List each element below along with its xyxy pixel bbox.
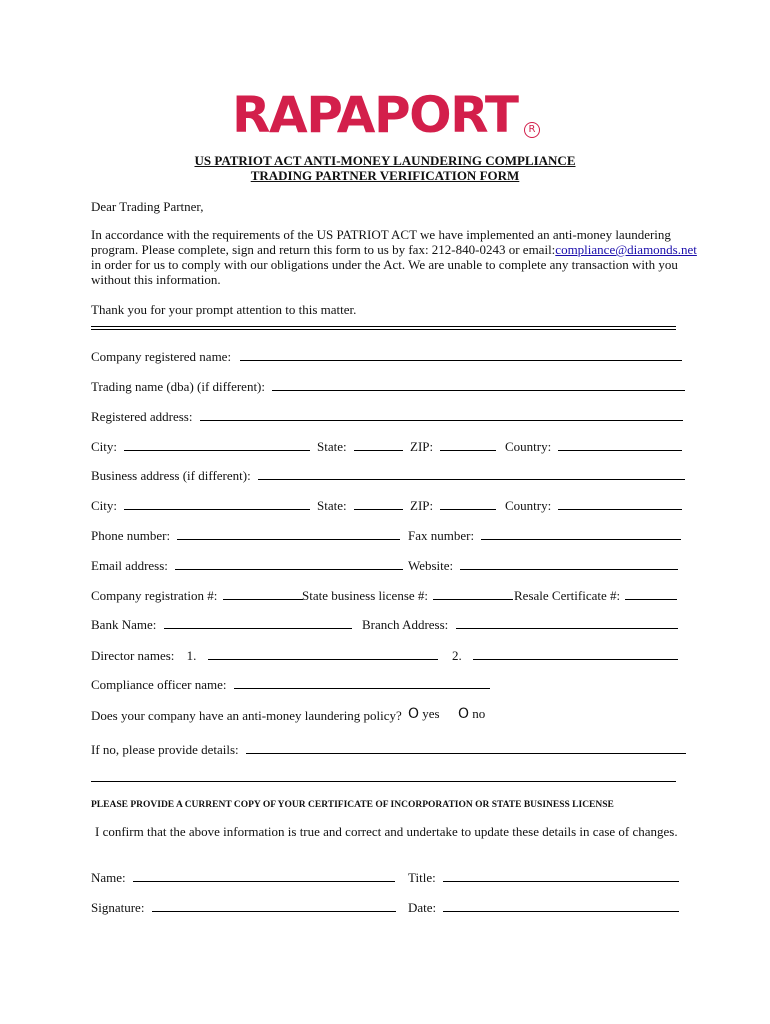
no-radio-icon[interactable]: O bbox=[458, 706, 470, 722]
director-names-label: Director names: bbox=[91, 648, 175, 663]
fax-field[interactable] bbox=[481, 527, 681, 540]
company-registration-field[interactable] bbox=[223, 587, 303, 600]
website-field[interactable] bbox=[460, 557, 678, 570]
intro-line3: in order for us to comply with our obligations under the Act. We are unable to complete any transaction with you bbox=[91, 257, 678, 272]
fax-row bbox=[408, 527, 681, 543]
trading-name-row bbox=[91, 378, 685, 394]
signoff-title-field[interactable] bbox=[443, 869, 679, 882]
company-name-row bbox=[91, 348, 682, 364]
email-field[interactable] bbox=[175, 557, 403, 570]
company-name-label: Company registered name: bbox=[91, 349, 232, 364]
resale-certificate-label: Resale Certificate #: bbox=[514, 588, 621, 603]
business-address-label: Business address (if different): bbox=[91, 468, 251, 483]
compliance-officer-row bbox=[91, 676, 490, 692]
zip-field-1[interactable] bbox=[440, 438, 496, 451]
state-label-2: State: bbox=[317, 498, 347, 513]
state-row-2 bbox=[317, 497, 403, 513]
bank-name-row bbox=[91, 616, 352, 632]
business-address-row bbox=[91, 467, 685, 483]
if-no-details-field[interactable] bbox=[246, 741, 686, 754]
rapaport-logo bbox=[232, 86, 542, 144]
form-title-line2: TRADING PARTNER VERIFICATION FORM bbox=[250, 168, 520, 183]
intro-line4: without this information. bbox=[91, 272, 221, 287]
aml-policy-question: Does your company have an anti-money laundering policy? bbox=[91, 708, 402, 723]
director-2-row bbox=[452, 647, 678, 663]
intro-line2-text: program. Please complete, sign and return this form to us by fax: 212-840-0243 or email: bbox=[91, 242, 556, 257]
trading-name-label: Trading name (dba) (if different): bbox=[91, 379, 266, 394]
signoff-signature-label: Signature: bbox=[91, 900, 145, 915]
divider-bottom bbox=[91, 329, 676, 330]
registered-mark-icon: R bbox=[524, 122, 540, 138]
registered-address-row bbox=[91, 408, 683, 424]
company-name-field[interactable] bbox=[240, 348, 682, 361]
business-address-field[interactable] bbox=[258, 467, 685, 480]
fax-label: Fax number: bbox=[408, 528, 475, 543]
registered-address-label: Registered address: bbox=[91, 409, 193, 424]
state-license-label: State business license #: bbox=[302, 588, 429, 603]
yes-radio-icon[interactable]: O bbox=[408, 706, 420, 722]
country-label-2: Country: bbox=[505, 498, 552, 513]
phone-row bbox=[91, 527, 400, 543]
zip-row-2 bbox=[410, 497, 496, 513]
signoff-title-label: Title: bbox=[408, 870, 436, 885]
compliance-officer-field[interactable] bbox=[234, 676, 490, 689]
certificate-notice: PLEASE PROVIDE A CURRENT COPY OF YOUR CERTIFICATE OF INCORPORATION OR STATE BUSINESS LICENSE bbox=[91, 800, 614, 810]
state-field-2[interactable] bbox=[354, 497, 403, 510]
compliance-officer-label: Compliance officer name: bbox=[91, 677, 227, 692]
country-label: Country: bbox=[505, 439, 552, 454]
resale-certificate-field[interactable] bbox=[625, 587, 677, 600]
if-no-label: If no, please provide details: bbox=[91, 742, 239, 757]
thanks-text: Thank you for your prompt attention to this matter. bbox=[91, 302, 357, 317]
no-label: no bbox=[472, 706, 486, 721]
intro-line1: In accordance with the requirements of the US PATRIOT ACT we have implemented an anti-money laundering bbox=[91, 227, 671, 242]
state-field-1[interactable] bbox=[354, 438, 403, 451]
email-row bbox=[91, 557, 403, 573]
yes-label: yes bbox=[422, 706, 440, 721]
zip-label: ZIP: bbox=[410, 439, 434, 454]
compliance-email-link[interactable]: compliance@diamonds.net bbox=[555, 242, 697, 257]
logo-wordmark: RAPAPORT bbox=[232, 86, 518, 144]
aml-no-option[interactable] bbox=[458, 706, 485, 722]
aml-yes-option[interactable] bbox=[408, 706, 440, 722]
state-license-field[interactable] bbox=[433, 587, 513, 600]
city-row-1 bbox=[91, 438, 310, 454]
branch-address-field[interactable] bbox=[456, 616, 678, 629]
signoff-signature-row bbox=[91, 899, 396, 915]
divider-top bbox=[91, 326, 676, 327]
zip-row-1 bbox=[410, 438, 496, 454]
if-no-details-continuation-field[interactable] bbox=[91, 781, 676, 782]
branch-address-row bbox=[362, 616, 678, 632]
company-registration-label: Company registration #: bbox=[91, 588, 218, 603]
company-registration-row bbox=[91, 587, 303, 603]
signoff-title-row bbox=[408, 869, 679, 885]
signoff-signature-field[interactable] bbox=[152, 899, 396, 912]
if-no-row bbox=[91, 741, 686, 757]
website-row bbox=[408, 557, 678, 573]
director-2-number: 2. bbox=[452, 648, 462, 663]
city-label: City: bbox=[91, 439, 118, 454]
bank-name-label: Bank Name: bbox=[91, 617, 157, 632]
signoff-date-field[interactable] bbox=[443, 899, 679, 912]
branch-address-label: Branch Address: bbox=[362, 617, 449, 632]
greeting: Dear Trading Partner, bbox=[91, 199, 204, 214]
signoff-date-label: Date: bbox=[408, 900, 437, 915]
signoff-name-row bbox=[91, 869, 395, 885]
resale-certificate-row bbox=[514, 587, 677, 603]
registered-address-field[interactable] bbox=[200, 408, 683, 421]
confirmation-text: I confirm that the above information is true and correct and undertake to update these details in case of changes. bbox=[95, 824, 678, 839]
phone-label: Phone number: bbox=[91, 528, 171, 543]
state-license-row bbox=[302, 587, 513, 603]
phone-field[interactable] bbox=[177, 527, 400, 540]
director-1-field[interactable] bbox=[208, 647, 438, 660]
form-title-line1: US PATRIOT ACT ANTI-MONEY LAUNDERING COMPLIANCE bbox=[194, 153, 576, 168]
state-row-1 bbox=[317, 438, 403, 454]
intro-line2 bbox=[91, 242, 697, 257]
signoff-name-label: Name: bbox=[91, 870, 126, 885]
country-field-1[interactable] bbox=[558, 438, 682, 451]
email-label: Email address: bbox=[91, 558, 168, 573]
zip-label-2: ZIP: bbox=[410, 498, 434, 513]
city-field-1[interactable] bbox=[124, 438, 310, 451]
country-row-1 bbox=[505, 438, 682, 454]
zip-field-2[interactable] bbox=[440, 497, 496, 510]
state-label: State: bbox=[317, 439, 347, 454]
trading-name-field[interactable] bbox=[272, 378, 685, 391]
signoff-name-field[interactable] bbox=[133, 869, 395, 882]
signoff-date-row bbox=[408, 899, 679, 915]
director-2-field[interactable] bbox=[473, 647, 678, 660]
website-label: Website: bbox=[408, 558, 454, 573]
director-names-row bbox=[91, 647, 438, 663]
director-1-number: 1. bbox=[186, 648, 197, 663]
aml-policy-row bbox=[91, 708, 402, 723]
country-field-2[interactable] bbox=[558, 497, 682, 510]
city-label-2: City: bbox=[91, 498, 118, 513]
city-field-2[interactable] bbox=[124, 497, 310, 510]
country-row-2 bbox=[505, 497, 682, 513]
bank-name-field[interactable] bbox=[164, 616, 352, 629]
city-row-2 bbox=[91, 497, 310, 513]
